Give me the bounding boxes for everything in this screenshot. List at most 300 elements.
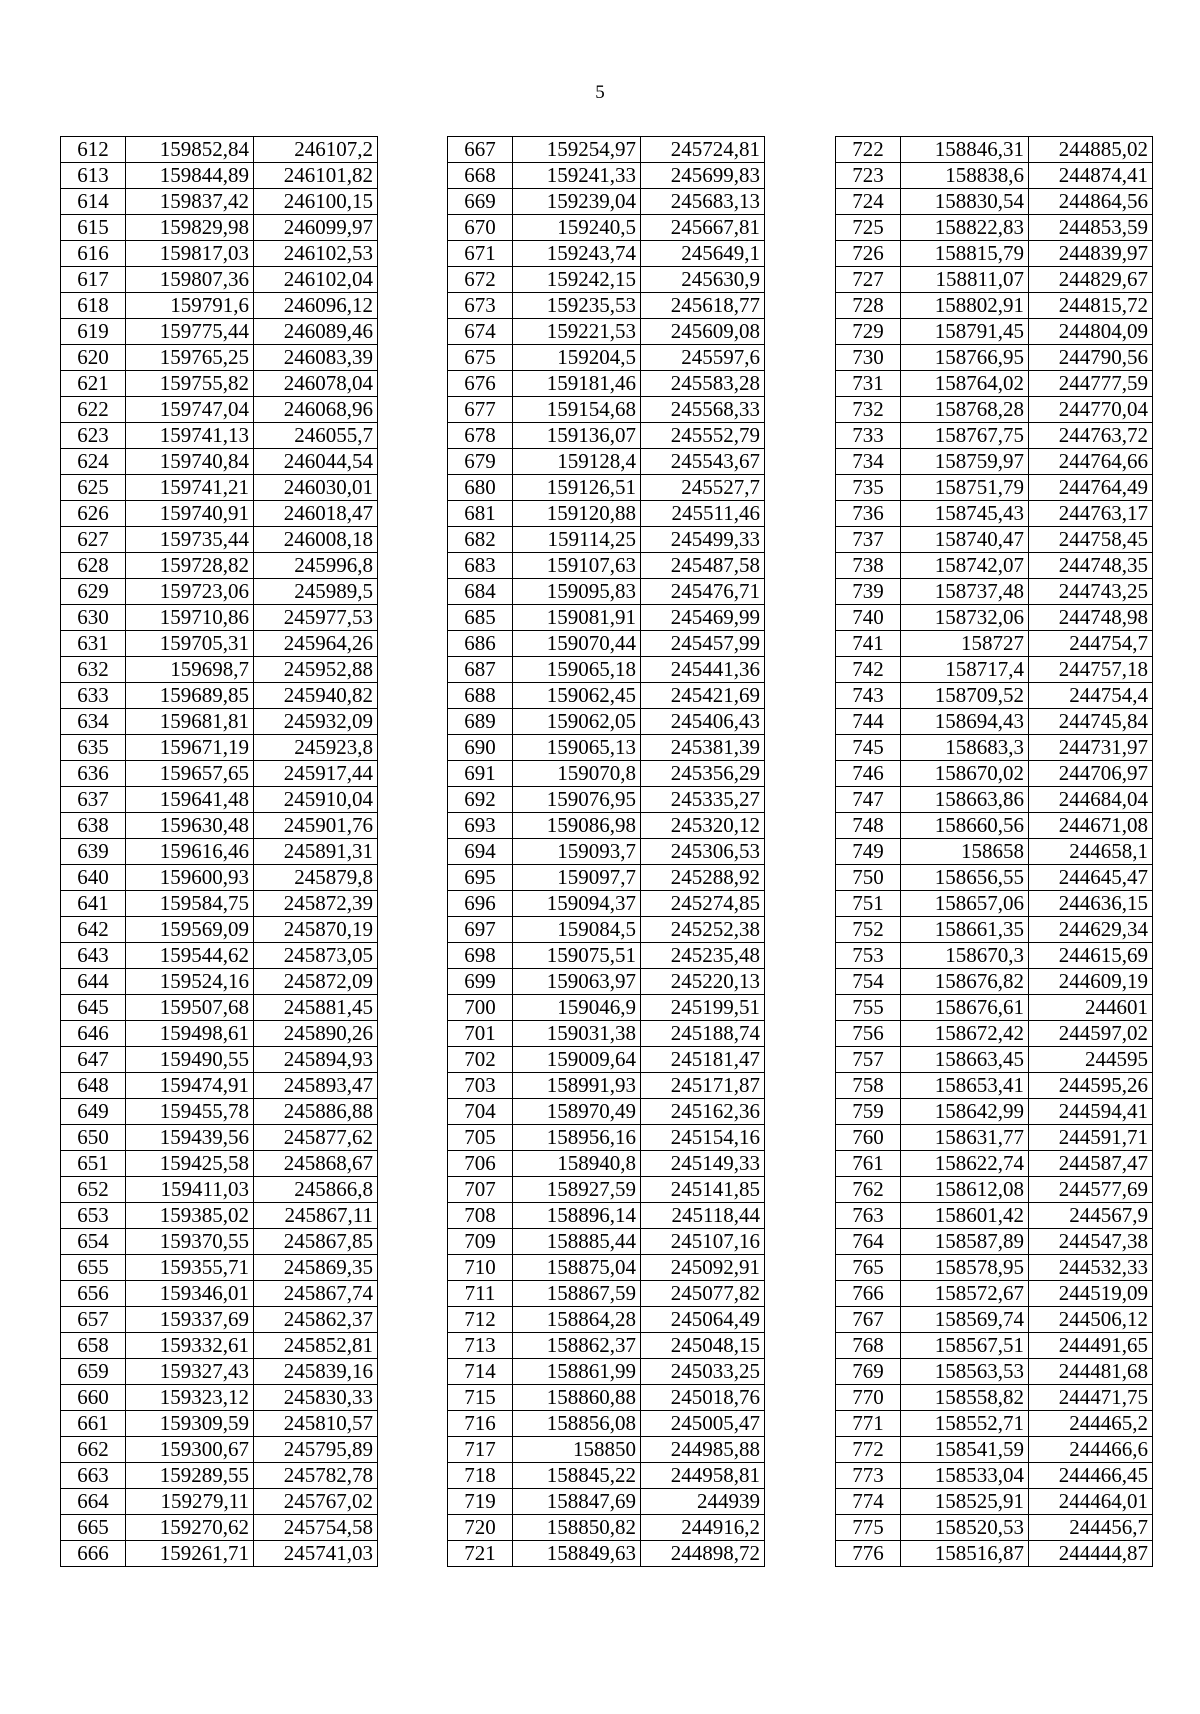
table-row — [448, 1203, 765, 1229]
x-coordinate-cell: 159154,68 — [513, 397, 641, 423]
x-coordinate-cell: 158533,04 — [901, 1463, 1029, 1489]
point-number-cell: 648 — [61, 1073, 126, 1099]
x-coordinate-cell: 159128,4 — [513, 449, 641, 475]
table-row — [61, 1359, 378, 1385]
x-coordinate-cell: 159337,69 — [126, 1307, 254, 1333]
table-row — [836, 605, 1153, 631]
table-row — [448, 319, 765, 345]
table-row — [61, 1021, 378, 1047]
point-number-cell: 745 — [836, 735, 901, 761]
point-number-cell: 727 — [836, 267, 901, 293]
table-row — [836, 865, 1153, 891]
x-coordinate-cell: 158875,04 — [513, 1255, 641, 1281]
table-row — [836, 813, 1153, 839]
table-row — [836, 267, 1153, 293]
y-coordinate-cell: 246030,01 — [254, 475, 378, 501]
y-coordinate-cell: 245092,91 — [641, 1255, 765, 1281]
point-number-cell: 755 — [836, 995, 901, 1021]
table-row — [836, 1281, 1153, 1307]
y-coordinate-cell: 245597,6 — [641, 345, 765, 371]
x-coordinate-cell: 159728,82 — [126, 553, 254, 579]
x-coordinate-cell: 159600,93 — [126, 865, 254, 891]
y-coordinate-cell: 245868,67 — [254, 1151, 378, 1177]
point-number-cell: 624 — [61, 449, 126, 475]
x-coordinate-cell: 158845,22 — [513, 1463, 641, 1489]
y-coordinate-cell: 244731,97 — [1029, 735, 1153, 761]
table-row — [61, 787, 378, 813]
x-coordinate-cell: 159235,53 — [513, 293, 641, 319]
y-coordinate-cell: 245940,82 — [254, 683, 378, 709]
x-coordinate-cell: 158516,87 — [901, 1541, 1029, 1567]
y-coordinate-cell: 245917,44 — [254, 761, 378, 787]
x-coordinate-cell: 158740,47 — [901, 527, 1029, 553]
x-coordinate-cell: 159332,61 — [126, 1333, 254, 1359]
point-number-cell: 655 — [61, 1255, 126, 1281]
table-row — [836, 1463, 1153, 1489]
table-row — [61, 917, 378, 943]
table-row — [61, 1307, 378, 1333]
y-coordinate-cell: 245910,04 — [254, 787, 378, 813]
point-number-cell: 713 — [448, 1333, 513, 1359]
y-coordinate-cell: 244601 — [1029, 995, 1153, 1021]
point-number-cell: 714 — [448, 1359, 513, 1385]
point-number-cell: 695 — [448, 865, 513, 891]
point-number-cell: 728 — [836, 293, 901, 319]
x-coordinate-cell: 158670,3 — [901, 943, 1029, 969]
table-row — [836, 735, 1153, 761]
table-row — [61, 1463, 378, 1489]
x-coordinate-cell: 158970,49 — [513, 1099, 641, 1125]
y-coordinate-cell: 245795,89 — [254, 1437, 378, 1463]
y-coordinate-cell: 245469,99 — [641, 605, 765, 631]
point-number-cell: 656 — [61, 1281, 126, 1307]
x-coordinate-cell: 159063,97 — [513, 969, 641, 995]
point-number-cell: 733 — [836, 423, 901, 449]
point-number-cell: 769 — [836, 1359, 901, 1385]
table-row — [836, 1359, 1153, 1385]
table-row — [448, 839, 765, 865]
x-coordinate-cell: 159740,91 — [126, 501, 254, 527]
x-coordinate-cell: 159181,46 — [513, 371, 641, 397]
y-coordinate-cell: 244790,56 — [1029, 345, 1153, 371]
y-coordinate-cell: 244763,17 — [1029, 501, 1153, 527]
y-coordinate-cell: 245891,31 — [254, 839, 378, 865]
point-number-cell: 666 — [61, 1541, 126, 1567]
table-row — [61, 943, 378, 969]
table-row — [836, 1203, 1153, 1229]
x-coordinate-cell: 158850 — [513, 1437, 641, 1463]
table-row — [448, 241, 765, 267]
x-coordinate-cell: 159097,7 — [513, 865, 641, 891]
x-coordinate-cell: 158622,74 — [901, 1151, 1029, 1177]
x-coordinate-cell: 159009,64 — [513, 1047, 641, 1073]
table-row — [836, 891, 1153, 917]
y-coordinate-cell: 246083,39 — [254, 345, 378, 371]
point-number-cell: 686 — [448, 631, 513, 657]
point-number-cell: 672 — [448, 267, 513, 293]
point-number-cell: 678 — [448, 423, 513, 449]
table-row — [448, 1073, 765, 1099]
table-row — [61, 1229, 378, 1255]
x-coordinate-cell: 159204,5 — [513, 345, 641, 371]
point-number-cell: 645 — [61, 995, 126, 1021]
table-row — [61, 527, 378, 553]
table-row — [61, 865, 378, 891]
y-coordinate-cell: 245162,36 — [641, 1099, 765, 1125]
x-coordinate-cell: 159076,95 — [513, 787, 641, 813]
x-coordinate-cell: 159065,13 — [513, 735, 641, 761]
y-coordinate-cell: 244804,09 — [1029, 319, 1153, 345]
table-row — [448, 1229, 765, 1255]
point-number-cell: 637 — [61, 787, 126, 813]
x-coordinate-cell: 159657,65 — [126, 761, 254, 787]
y-coordinate-cell: 244758,45 — [1029, 527, 1153, 553]
x-coordinate-cell: 159062,45 — [513, 683, 641, 709]
x-coordinate-cell: 159411,03 — [126, 1177, 254, 1203]
x-coordinate-cell: 159084,5 — [513, 917, 641, 943]
y-coordinate-cell: 245923,8 — [254, 735, 378, 761]
y-coordinate-cell: 244853,59 — [1029, 215, 1153, 241]
x-coordinate-cell: 159425,58 — [126, 1151, 254, 1177]
point-number-cell: 650 — [61, 1125, 126, 1151]
table-row — [448, 995, 765, 1021]
table-row — [836, 449, 1153, 475]
x-coordinate-cell: 158862,37 — [513, 1333, 641, 1359]
table-row — [61, 1203, 378, 1229]
table-row — [61, 1489, 378, 1515]
table-row — [448, 215, 765, 241]
y-coordinate-cell: 245869,35 — [254, 1255, 378, 1281]
point-number-cell: 668 — [448, 163, 513, 189]
point-number-cell: 754 — [836, 969, 901, 995]
table-row — [448, 189, 765, 215]
y-coordinate-cell: 245107,16 — [641, 1229, 765, 1255]
y-coordinate-cell: 245873,05 — [254, 943, 378, 969]
table-row — [448, 371, 765, 397]
y-coordinate-cell: 244815,72 — [1029, 293, 1153, 319]
y-coordinate-cell: 244609,19 — [1029, 969, 1153, 995]
table-row — [448, 605, 765, 631]
y-coordinate-cell: 245033,25 — [641, 1359, 765, 1385]
x-coordinate-cell: 159240,5 — [513, 215, 641, 241]
point-number-cell: 628 — [61, 553, 126, 579]
table-row — [61, 1255, 378, 1281]
x-coordinate-cell: 158822,83 — [901, 215, 1029, 241]
point-number-cell: 753 — [836, 943, 901, 969]
y-coordinate-cell: 244763,72 — [1029, 423, 1153, 449]
table-row — [61, 319, 378, 345]
table-row — [448, 735, 765, 761]
table-row — [448, 1047, 765, 1073]
table-row — [448, 1281, 765, 1307]
table-row — [448, 865, 765, 891]
table-row — [836, 1411, 1153, 1437]
table-row — [61, 761, 378, 787]
table-row — [836, 839, 1153, 865]
table-row — [836, 1307, 1153, 1333]
point-number-cell: 639 — [61, 839, 126, 865]
x-coordinate-cell: 159254,97 — [513, 137, 641, 163]
x-coordinate-cell: 159300,67 — [126, 1437, 254, 1463]
point-number-cell: 669 — [448, 189, 513, 215]
y-coordinate-cell: 245188,74 — [641, 1021, 765, 1047]
point-number-cell: 766 — [836, 1281, 901, 1307]
y-coordinate-cell: 245977,53 — [254, 605, 378, 631]
y-coordinate-cell: 245881,45 — [254, 995, 378, 1021]
y-coordinate-cell: 244471,75 — [1029, 1385, 1153, 1411]
y-coordinate-cell: 244684,04 — [1029, 787, 1153, 813]
table-row — [836, 163, 1153, 189]
y-coordinate-cell: 244615,69 — [1029, 943, 1153, 969]
table-row — [836, 189, 1153, 215]
y-coordinate-cell: 245630,9 — [641, 267, 765, 293]
y-coordinate-cell: 246099,97 — [254, 215, 378, 241]
point-number-cell: 627 — [61, 527, 126, 553]
y-coordinate-cell: 244745,84 — [1029, 709, 1153, 735]
point-number-cell: 677 — [448, 397, 513, 423]
x-coordinate-cell: 158759,97 — [901, 449, 1029, 475]
x-coordinate-cell: 158670,02 — [901, 761, 1029, 787]
point-number-cell: 653 — [61, 1203, 126, 1229]
y-coordinate-cell: 244481,68 — [1029, 1359, 1153, 1385]
x-coordinate-cell: 159735,44 — [126, 527, 254, 553]
x-coordinate-cell: 158838,6 — [901, 163, 1029, 189]
x-coordinate-cell: 159385,02 — [126, 1203, 254, 1229]
point-number-cell: 691 — [448, 761, 513, 787]
x-coordinate-cell: 159289,55 — [126, 1463, 254, 1489]
y-coordinate-cell: 244706,97 — [1029, 761, 1153, 787]
table-row — [448, 787, 765, 813]
table-row — [448, 1021, 765, 1047]
y-coordinate-cell: 245077,82 — [641, 1281, 765, 1307]
table-row — [836, 657, 1153, 683]
point-number-cell: 748 — [836, 813, 901, 839]
x-coordinate-cell: 159221,53 — [513, 319, 641, 345]
table-row — [61, 163, 378, 189]
y-coordinate-cell: 244829,67 — [1029, 267, 1153, 293]
y-coordinate-cell: 244636,15 — [1029, 891, 1153, 917]
y-coordinate-cell: 245511,46 — [641, 501, 765, 527]
y-coordinate-cell: 245894,93 — [254, 1047, 378, 1073]
point-number-cell: 698 — [448, 943, 513, 969]
point-number-cell: 647 — [61, 1047, 126, 1073]
y-coordinate-cell: 245499,33 — [641, 527, 765, 553]
point-number-cell: 659 — [61, 1359, 126, 1385]
x-coordinate-cell: 159093,7 — [513, 839, 641, 865]
point-number-cell: 773 — [836, 1463, 901, 1489]
y-coordinate-cell: 244444,87 — [1029, 1541, 1153, 1567]
table-row — [448, 475, 765, 501]
point-number-cell: 641 — [61, 891, 126, 917]
x-coordinate-cell: 159755,82 — [126, 371, 254, 397]
y-coordinate-cell: 244491,65 — [1029, 1333, 1153, 1359]
point-number-cell: 660 — [61, 1385, 126, 1411]
table-row — [448, 267, 765, 293]
point-number-cell: 613 — [61, 163, 126, 189]
x-coordinate-cell: 159584,75 — [126, 891, 254, 917]
point-number-cell: 633 — [61, 683, 126, 709]
y-coordinate-cell: 244754,7 — [1029, 631, 1153, 657]
point-number-cell: 758 — [836, 1073, 901, 1099]
point-number-cell: 738 — [836, 553, 901, 579]
table-row — [448, 527, 765, 553]
point-number-cell: 742 — [836, 657, 901, 683]
y-coordinate-cell: 244506,12 — [1029, 1307, 1153, 1333]
y-coordinate-cell: 245118,44 — [641, 1203, 765, 1229]
y-coordinate-cell: 245476,71 — [641, 579, 765, 605]
point-number-cell: 707 — [448, 1177, 513, 1203]
table-row — [61, 267, 378, 293]
table-row — [448, 943, 765, 969]
y-coordinate-cell: 244958,81 — [641, 1463, 765, 1489]
coordinate-table-2 — [447, 136, 765, 1567]
x-coordinate-cell: 158732,06 — [901, 605, 1029, 631]
table-row — [836, 527, 1153, 553]
table-row — [61, 1151, 378, 1177]
y-coordinate-cell: 245381,39 — [641, 735, 765, 761]
point-number-cell: 729 — [836, 319, 901, 345]
x-coordinate-cell: 158572,67 — [901, 1281, 1029, 1307]
table-row — [61, 683, 378, 709]
y-coordinate-cell: 245870,19 — [254, 917, 378, 943]
y-coordinate-cell: 244547,38 — [1029, 1229, 1153, 1255]
y-coordinate-cell: 244748,98 — [1029, 605, 1153, 631]
y-coordinate-cell: 244466,45 — [1029, 1463, 1153, 1489]
y-coordinate-cell: 245810,57 — [254, 1411, 378, 1437]
table-row — [61, 1437, 378, 1463]
point-number-cell: 674 — [448, 319, 513, 345]
x-coordinate-cell: 158846,31 — [901, 137, 1029, 163]
point-number-cell: 621 — [61, 371, 126, 397]
table-row — [836, 1177, 1153, 1203]
table-row — [448, 579, 765, 605]
x-coordinate-cell: 158847,69 — [513, 1489, 641, 1515]
table-row — [448, 917, 765, 943]
x-coordinate-cell: 159740,84 — [126, 449, 254, 475]
x-coordinate-cell: 158867,59 — [513, 1281, 641, 1307]
y-coordinate-cell: 244839,97 — [1029, 241, 1153, 267]
point-number-cell: 710 — [448, 1255, 513, 1281]
table-row — [448, 1489, 765, 1515]
point-number-cell: 675 — [448, 345, 513, 371]
x-coordinate-cell: 158727 — [901, 631, 1029, 657]
point-number-cell: 673 — [448, 293, 513, 319]
point-number-cell: 756 — [836, 1021, 901, 1047]
table-row — [61, 371, 378, 397]
y-coordinate-cell: 245154,16 — [641, 1125, 765, 1151]
y-coordinate-cell: 246018,47 — [254, 501, 378, 527]
table-row — [61, 1047, 378, 1073]
x-coordinate-cell: 159107,63 — [513, 553, 641, 579]
point-number-cell: 751 — [836, 891, 901, 917]
x-coordinate-cell: 159136,07 — [513, 423, 641, 449]
point-number-cell: 663 — [61, 1463, 126, 1489]
x-coordinate-cell: 158587,89 — [901, 1229, 1029, 1255]
point-number-cell: 626 — [61, 501, 126, 527]
table-row — [448, 1515, 765, 1541]
y-coordinate-cell: 245886,88 — [254, 1099, 378, 1125]
y-coordinate-cell: 245877,62 — [254, 1125, 378, 1151]
y-coordinate-cell: 244456,7 — [1029, 1515, 1153, 1541]
x-coordinate-cell: 158552,71 — [901, 1411, 1029, 1437]
table-row — [836, 293, 1153, 319]
point-number-cell: 731 — [836, 371, 901, 397]
y-coordinate-cell: 245901,76 — [254, 813, 378, 839]
y-coordinate-cell: 245552,79 — [641, 423, 765, 449]
table-row — [836, 1229, 1153, 1255]
x-coordinate-cell: 159524,16 — [126, 969, 254, 995]
table-row — [836, 1255, 1153, 1281]
x-coordinate-cell: 159837,42 — [126, 189, 254, 215]
y-coordinate-cell: 244645,47 — [1029, 865, 1153, 891]
y-coordinate-cell: 245862,37 — [254, 1307, 378, 1333]
x-coordinate-cell: 159641,48 — [126, 787, 254, 813]
x-coordinate-cell: 159829,98 — [126, 215, 254, 241]
y-coordinate-cell: 246102,53 — [254, 241, 378, 267]
y-coordinate-cell: 245872,39 — [254, 891, 378, 917]
x-coordinate-cell: 158567,51 — [901, 1333, 1029, 1359]
table-row — [448, 397, 765, 423]
point-number-cell: 723 — [836, 163, 901, 189]
point-number-cell: 625 — [61, 475, 126, 501]
table-row — [61, 605, 378, 631]
y-coordinate-cell: 244577,69 — [1029, 1177, 1153, 1203]
point-number-cell: 682 — [448, 527, 513, 553]
table-row — [836, 137, 1153, 163]
point-number-cell: 718 — [448, 1463, 513, 1489]
table-row — [836, 423, 1153, 449]
y-coordinate-cell: 245741,03 — [254, 1541, 378, 1567]
table-row — [836, 1099, 1153, 1125]
point-number-cell: 730 — [836, 345, 901, 371]
x-coordinate-cell: 158578,95 — [901, 1255, 1029, 1281]
x-coordinate-cell: 158860,88 — [513, 1385, 641, 1411]
table-row — [61, 241, 378, 267]
y-coordinate-cell: 245782,78 — [254, 1463, 378, 1489]
point-number-cell: 739 — [836, 579, 901, 605]
table-row — [836, 917, 1153, 943]
point-number-cell: 620 — [61, 345, 126, 371]
y-coordinate-cell: 245754,58 — [254, 1515, 378, 1541]
x-coordinate-cell: 158676,82 — [901, 969, 1029, 995]
coordinate-table-3 — [835, 136, 1153, 1567]
point-number-cell: 722 — [836, 137, 901, 163]
table-row — [61, 657, 378, 683]
point-number-cell: 750 — [836, 865, 901, 891]
y-coordinate-cell: 245527,7 — [641, 475, 765, 501]
point-number-cell: 762 — [836, 1177, 901, 1203]
table-row — [448, 553, 765, 579]
point-number-cell: 622 — [61, 397, 126, 423]
y-coordinate-cell: 245609,08 — [641, 319, 765, 345]
point-number-cell: 776 — [836, 1541, 901, 1567]
point-number-cell: 774 — [836, 1489, 901, 1515]
y-coordinate-cell: 245568,33 — [641, 397, 765, 423]
y-coordinate-cell: 244595,26 — [1029, 1073, 1153, 1099]
table-row — [61, 553, 378, 579]
table-row — [836, 1125, 1153, 1151]
y-coordinate-cell: 245932,09 — [254, 709, 378, 735]
table-row — [61, 995, 378, 1021]
y-coordinate-cell: 245274,85 — [641, 891, 765, 917]
x-coordinate-cell: 158717,4 — [901, 657, 1029, 683]
point-number-cell: 635 — [61, 735, 126, 761]
x-coordinate-cell: 159062,05 — [513, 709, 641, 735]
y-coordinate-cell: 245199,51 — [641, 995, 765, 1021]
table-row — [836, 761, 1153, 787]
table-row — [836, 215, 1153, 241]
table-row — [61, 189, 378, 215]
